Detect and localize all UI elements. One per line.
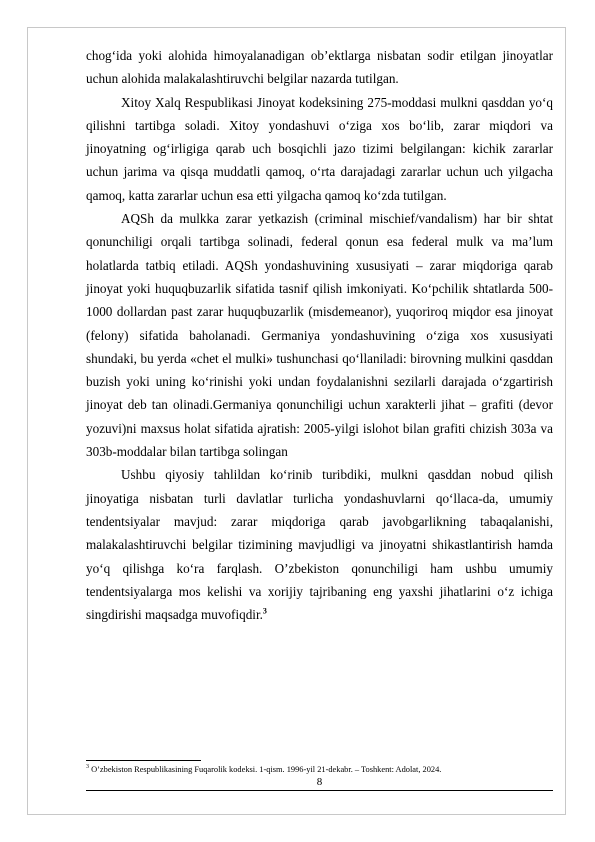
paragraph-text: Ushbu qiyosiy tahlildan ko‘rinib turibdiki, mulkni qasddan nobud qilish jinoyatiga nisbatan turli davlatlar turlicha yondashuvlarni qo‘llaca-da, umumiy tendentsiyalar mavjud: zarar miqdoriga qarab javobgarlikning tabaqalanishi, malakalashtiruvchi belgilar tizimining mavjudligi va jinoyatni shikastlantirish hamda yo‘q qilishga ko‘ra farqlash. O’zbekiston qonunchiligi ham ushbu umumiy tendentsiyalarga mos kelishi va xorijiy tajribaning eng yaxshi jihatlarini o‘z ichiga singdirishi maqsadga muvofiqdir. [86,467,553,623]
paragraph-usa-germany: AQSh da mulkka zarar yetkazish (criminal mischief/vandalism) har bir shtat qonunchiligi orqali tartibga solinadi, federal qonun esa federal mulk va ma’lum holatlarda tatbiq etiladi. AQSh yondashuvining xususiyati – zarar miqdoriga qarab jinoyat yoki huquqbuzarlik sifatida tasnif qilish imkoniyati. Ko‘pchilik shtatlarda 500-1000 dollardan past zarar huquqbuzarlik (misdemeanor), yuqoriroq miqdor esa jinoyat (felony) sifatida baholanadi. Germaniya yondashuvining o‘ziga xos xususiyati shundaki, bu yerda «chet el mulki» tushunchasi qo‘llaniladi: birovning mulkini qasddan buzish yoki uning ko‘rinishi yoki undan foydalanishni sezilarli darajada o‘zgartirish jinoyat deb tan olinadi.Germaniya qonunchiligi uchun xarakterli jihat – grafiti (devor yozuvi)ni maxsus holat sifatida ajratish: 2005-yilgi islohot bilan grafiti chizish 303a va 303b-moddalar bilan tartibga solingan [86,211,553,460]
document-body [86,44,553,626]
footnote-text: O’zbekiston Respublikasining Fuqarolik kodeksi. 1-qism. 1996-yil 21-dekabr. – Toshkent: Adolat, 2024. [91,765,442,774]
paragraph-comparative-conclusion [86,463,553,626]
footnote-reference[interactable]: 3 [262,606,267,616]
bottom-divider [86,790,553,791]
footnote-number: 3 [86,764,89,771]
paragraph-china-criminal-code: Xitoy Xalq Respublikasi Jinoyat kodeksining 275-moddasi mulkni qasddan yo‘q qilishni tartibga soladi. Xitoy yondashuvi o‘ziga xos bo‘lib, zarar miqdori va jinoyatning og‘irligiga qarab uch bosqichli jazo tizimi belgilangan: kichik zararlar uchun jarima va qisqa muddatli qamoq, o‘rta darajadagi zararlar uchun uch yilgacha qamoq, katta zararlar uchun esa etti yilgacha qamoq ko‘zda tutilgan. [86,94,553,203]
page-number: 8 [316,776,323,788]
paragraph-continuation: chog‘ida yoki alohida himoyalanadigan ob’ektlarga nisbatan sodir etilgan jinoyatlar uchun alohida malakalashtiruvchi belgilar nazarda tutilgan. [86,48,553,87]
footnote-separator [86,760,201,761]
